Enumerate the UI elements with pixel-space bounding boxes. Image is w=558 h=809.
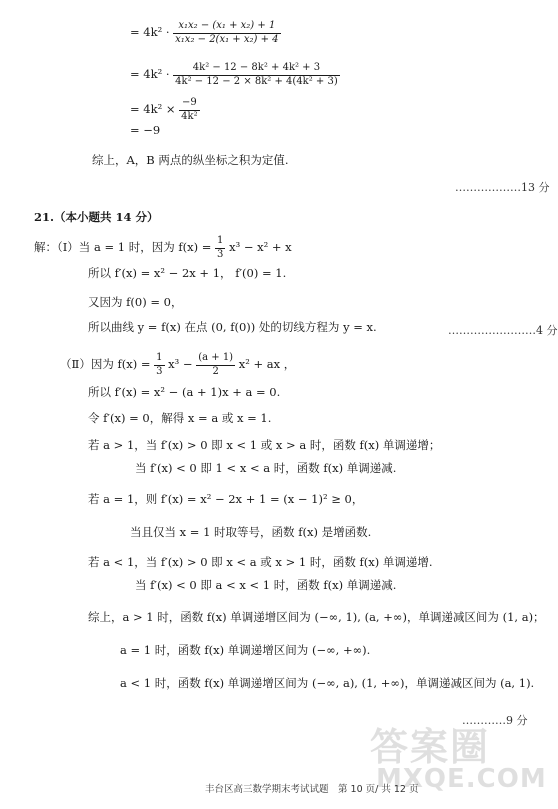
- case-2a: 若 a = 1，则 f′(x) = x² − 2x + 1 = (x − 1)² ≥ 0，: [88, 492, 364, 506]
- part2-line-2: 所以 f′(x) = x² − (a + 1)x + a = 0.: [88, 385, 281, 399]
- part2-frac1-num: 1: [154, 352, 164, 366]
- calc-line-3: [130, 97, 200, 123]
- part1-line-2: 所以 f′(x) = x² − 2x + 1， f′(0) = 1.: [88, 266, 287, 280]
- part1-tail: x³ − x² + x: [229, 240, 292, 254]
- part1-line-3: 又因为 f(0) = 0，: [88, 295, 183, 309]
- calc-line-3-fraction: [179, 97, 199, 123]
- case-3a: 若 a < 1，当 f′(x) > 0 即 x < a 或 x > 1 时，函数 f(x) 单调递增.: [88, 555, 433, 569]
- part1-line-4: 所以曲线 y = f(x) 在点 (0, f(0)) 处的切线方程为 y = x.: [88, 320, 377, 334]
- case-2b: 当且仅当 x = 1 时取等号，函数 f(x) 是增函数.: [130, 525, 372, 539]
- part2-mid: x³ −: [168, 357, 193, 371]
- part1-fraction: [215, 235, 225, 261]
- calc-line-2: [130, 62, 340, 88]
- summary-1: 综上，a > 1 时，函数 f(x) 单调递增区间为 (−∞, 1), (a, +∞)，单调递减区间为 (1, a)；: [88, 610, 545, 624]
- part1-score: ……………………4 分: [448, 324, 558, 337]
- page-footer: 丰台区高三数学期末考试试题 第 10 页/ 共 12 页: [205, 784, 419, 795]
- part2-line-1: [60, 352, 295, 378]
- calc-line-3-denominator: 4k²: [181, 110, 198, 122]
- score-13: ………………13 分: [455, 181, 550, 194]
- part1-frac-den: 3: [217, 248, 224, 260]
- part2-fraction-1: [154, 352, 164, 378]
- part2-frac1-den: 3: [156, 365, 163, 377]
- summary-2: a = 1 时，函数 f(x) 单调递增区间为 (−∞, +∞).: [120, 643, 371, 657]
- part2-score: …………9 分: [462, 714, 528, 727]
- summary-3: a < 1 时，函数 f(x) 单调递增区间为 (−∞, a), (1, +∞)，单调递减区间为 (a, 1).: [120, 676, 535, 690]
- calc-line-1: [130, 20, 281, 46]
- calc-line-2-numerator: 4k² − 12 − 8k² + 4k² + 3: [173, 62, 340, 76]
- part2-tail: x² + ax ，: [238, 357, 296, 371]
- part1-frac-num: 1: [215, 235, 225, 249]
- watermark-cn: 答案圈: [370, 725, 491, 769]
- part2-label: （Ⅱ）因为 f(x) =: [60, 357, 151, 371]
- calc-line-4: = −9: [130, 123, 161, 137]
- part1-label: 解：（Ⅰ）当 a = 1 时，因为 f(x) =: [34, 240, 212, 254]
- case-3b: 当 f′(x) < 0 即 a < x < 1 时，函数 f(x) 单调递减.: [135, 578, 397, 592]
- summary-20: 综上，A，B 两点的纵坐标之积为定值.: [92, 153, 289, 167]
- calc-line-3-numerator: −9: [179, 97, 199, 111]
- calc-line-3-prefix: = 4k² ×: [130, 102, 176, 116]
- calc-line-1-numerator: x₁x₂ − (x₁ + x₂) + 1: [173, 20, 280, 34]
- case-1b: 当 f′(x) < 0 即 1 < x < a 时，函数 f(x) 单调递减.: [135, 461, 397, 475]
- calc-line-1-prefix: = 4k² ·: [130, 25, 170, 39]
- part2-frac2-num: (a + 1): [196, 352, 235, 366]
- part2-frac2-den: 2: [212, 365, 219, 377]
- calc-line-1-denominator: x₁x₂ − 2(x₁ + x₂) + 4: [175, 33, 279, 45]
- part1-line-1: [34, 235, 292, 261]
- case-1a: 若 a > 1，当 f′(x) > 0 即 x < 1 或 x > a 时，函数 f(x) 单调递增；: [88, 438, 441, 452]
- calc-line-2-fraction: [173, 62, 340, 88]
- calc-line-2-prefix: = 4k² ·: [130, 67, 170, 81]
- watermark-en: MXQE.COM: [376, 764, 547, 794]
- calc-line-2-denominator: 4k² − 12 − 2 × 8k² + 4(4k² + 3): [175, 75, 338, 87]
- calc-line-1-fraction: [173, 20, 280, 46]
- part2-fraction-2: [196, 352, 235, 378]
- part2-line-3: 令 f′(x) = 0，解得 x = a 或 x = 1.: [88, 411, 272, 425]
- q21-title: 21.（本小题共 14 分）: [34, 210, 159, 224]
